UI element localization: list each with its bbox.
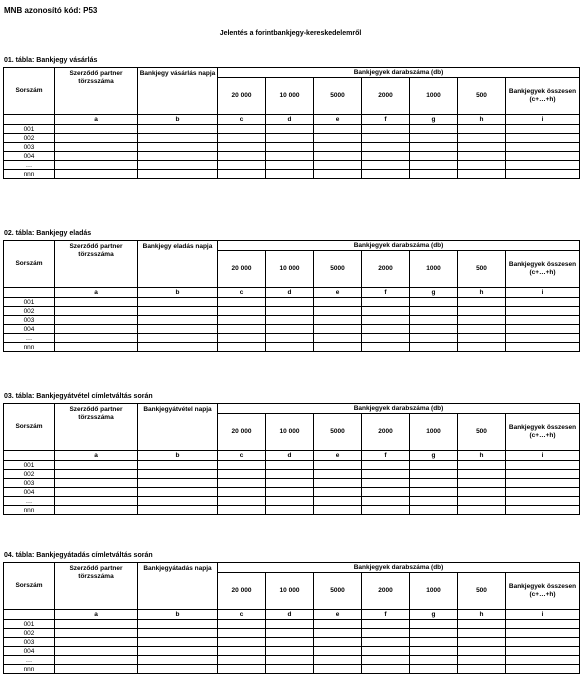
col-letter: d bbox=[266, 451, 314, 461]
table-row bbox=[4, 638, 580, 647]
col-letter: c bbox=[218, 288, 266, 298]
table-row bbox=[4, 307, 580, 316]
table-row bbox=[4, 629, 580, 638]
col-letter: h bbox=[458, 451, 506, 461]
header-partner: Szerződő partner törzsszáma bbox=[55, 68, 138, 115]
header-group: Bankjegyek darabszáma (db) bbox=[218, 563, 580, 573]
table-row bbox=[4, 298, 580, 307]
header-denom-1000: 1000 bbox=[410, 414, 458, 451]
row-number: 001 bbox=[4, 298, 55, 307]
header-denom-20000: 20 000 bbox=[218, 573, 266, 610]
row-number: nnn bbox=[4, 170, 55, 179]
header-denom-20000: 20 000 bbox=[218, 414, 266, 451]
col-letter: g bbox=[410, 451, 458, 461]
header-denom-2000: 2000 bbox=[362, 251, 410, 288]
col-letter: a bbox=[55, 115, 138, 125]
table-1 bbox=[3, 67, 580, 179]
col-letter: e bbox=[314, 451, 362, 461]
table-row bbox=[4, 343, 580, 352]
row-number: 001 bbox=[4, 620, 55, 629]
header-total: Bankjegyek összesen (c+…+h) bbox=[506, 573, 580, 610]
col-letter: d bbox=[266, 288, 314, 298]
row-number: nnn bbox=[4, 665, 55, 674]
table-row bbox=[4, 134, 580, 143]
col-letter: g bbox=[410, 288, 458, 298]
table-4-title: 04. tábla: Bankjegyátadás címletváltás során bbox=[4, 552, 153, 559]
row-number: … bbox=[4, 161, 55, 170]
header-denom-2000: 2000 bbox=[362, 78, 410, 115]
row-number: 002 bbox=[4, 307, 55, 316]
header-sorszam: Sorszám bbox=[4, 563, 55, 610]
col-letter: i bbox=[506, 115, 580, 125]
header-date: Bankjegy eladás napja bbox=[138, 241, 218, 288]
col-letter: c bbox=[218, 610, 266, 620]
mnb-code: MNB azonosító kód: P53 bbox=[4, 6, 98, 15]
header-denom-5000: 5000 bbox=[314, 573, 362, 610]
header-denom-5000: 5000 bbox=[314, 251, 362, 288]
header-sorszam: Sorszám bbox=[4, 404, 55, 451]
row-number: … bbox=[4, 334, 55, 343]
col-letter: b bbox=[138, 610, 218, 620]
row-number: 004 bbox=[4, 152, 55, 161]
table-3-title: 03. tábla: Bankjegyátvétel címletváltás során bbox=[4, 393, 153, 400]
header-denom-2000: 2000 bbox=[362, 573, 410, 610]
table-row bbox=[4, 461, 580, 470]
header-denom-500: 500 bbox=[458, 78, 506, 115]
table-row bbox=[4, 470, 580, 479]
table-row bbox=[4, 334, 580, 343]
row-number: 002 bbox=[4, 134, 55, 143]
col-letter: i bbox=[506, 610, 580, 620]
header-denom-500: 500 bbox=[458, 414, 506, 451]
row-number: 002 bbox=[4, 629, 55, 638]
table-2-title: 02. tábla: Bankjegy eladás bbox=[4, 230, 92, 237]
header-partner: Szerződő partner törzsszáma bbox=[55, 241, 138, 288]
row-number: 001 bbox=[4, 461, 55, 470]
col-letter: d bbox=[266, 610, 314, 620]
header-denom-500: 500 bbox=[458, 573, 506, 610]
header-denom-5000: 5000 bbox=[314, 78, 362, 115]
col-letter: f bbox=[362, 115, 410, 125]
table-row bbox=[4, 620, 580, 629]
col-letter: f bbox=[362, 288, 410, 298]
header-denom-10000: 10 000 bbox=[266, 573, 314, 610]
header-denom-20000: 20 000 bbox=[218, 78, 266, 115]
row-number: 004 bbox=[4, 488, 55, 497]
col-letter: a bbox=[55, 610, 138, 620]
col-letter: h bbox=[458, 115, 506, 125]
table-row bbox=[4, 143, 580, 152]
row-number: 003 bbox=[4, 143, 55, 152]
col-letter: g bbox=[410, 115, 458, 125]
header-group: Bankjegyek darabszáma (db) bbox=[218, 241, 580, 251]
table-row bbox=[4, 125, 580, 134]
row-number: nnn bbox=[4, 506, 55, 515]
header-denom-1000: 1000 bbox=[410, 251, 458, 288]
row-number: 004 bbox=[4, 647, 55, 656]
header-denom-10000: 10 000 bbox=[266, 78, 314, 115]
table-row bbox=[4, 488, 580, 497]
table-row bbox=[4, 152, 580, 161]
table-row bbox=[4, 479, 580, 488]
header-denom-2000: 2000 bbox=[362, 414, 410, 451]
col-letter: a bbox=[55, 451, 138, 461]
header-denom-1000: 1000 bbox=[410, 78, 458, 115]
col-letter: b bbox=[138, 451, 218, 461]
col-letter: b bbox=[138, 115, 218, 125]
header-denom-500: 500 bbox=[458, 251, 506, 288]
col-letter: h bbox=[458, 610, 506, 620]
header-total: Bankjegyek összesen (c+…+h) bbox=[506, 251, 580, 288]
row-number: … bbox=[4, 656, 55, 665]
table-row bbox=[4, 647, 580, 656]
col-letter: e bbox=[314, 610, 362, 620]
header-partner: Szerződő partner törzsszáma bbox=[55, 563, 138, 610]
row-number: … bbox=[4, 497, 55, 506]
table-row bbox=[4, 325, 580, 334]
table-row bbox=[4, 161, 580, 170]
row-number: 003 bbox=[4, 638, 55, 647]
header-group: Bankjegyek darabszáma (db) bbox=[218, 68, 580, 78]
row-number: 002 bbox=[4, 470, 55, 479]
col-letter: f bbox=[362, 451, 410, 461]
col-letter: h bbox=[458, 288, 506, 298]
table-row bbox=[4, 170, 580, 179]
col-letter: e bbox=[314, 115, 362, 125]
col-letter: e bbox=[314, 288, 362, 298]
row-number: 004 bbox=[4, 325, 55, 334]
col-letter: f bbox=[362, 610, 410, 620]
table-3 bbox=[3, 403, 580, 515]
row-number: 001 bbox=[4, 125, 55, 134]
col-letter: i bbox=[506, 451, 580, 461]
table-row bbox=[4, 506, 580, 515]
table-row bbox=[4, 316, 580, 325]
header-date: Bankjegy vásárlás napja bbox=[138, 68, 218, 115]
header-denom-1000: 1000 bbox=[410, 573, 458, 610]
header-total: Bankjegyek összesen (c+…+h) bbox=[506, 414, 580, 451]
col-letter: a bbox=[55, 288, 138, 298]
report-title: Jelentés a forintbankjegy-kereskedelemről bbox=[219, 30, 362, 37]
header-partner: Szerződő partner törzsszáma bbox=[55, 404, 138, 451]
header-denom-20000: 20 000 bbox=[218, 251, 266, 288]
row-number: 003 bbox=[4, 316, 55, 325]
header-total: Bankjegyek összesen (c+…+h) bbox=[506, 78, 580, 115]
table-row bbox=[4, 497, 580, 506]
col-letter: d bbox=[266, 115, 314, 125]
col-letter: c bbox=[218, 115, 266, 125]
header-group: Bankjegyek darabszáma (db) bbox=[218, 404, 580, 414]
header-denom-10000: 10 000 bbox=[266, 414, 314, 451]
table-1-title: 01. tábla: Bankjegy vásárlás bbox=[4, 57, 98, 64]
row-number: 003 bbox=[4, 479, 55, 488]
table-4 bbox=[3, 562, 580, 674]
col-letter: c bbox=[218, 451, 266, 461]
table-row bbox=[4, 665, 580, 674]
col-letter: b bbox=[138, 288, 218, 298]
col-letter: g bbox=[410, 610, 458, 620]
row-number: nnn bbox=[4, 343, 55, 352]
header-date: Bankjegyátvétel napja bbox=[138, 404, 218, 451]
header-sorszam: Sorszám bbox=[4, 68, 55, 115]
header-denom-5000: 5000 bbox=[314, 414, 362, 451]
header-date: Bankjegyátadás napja bbox=[138, 563, 218, 610]
col-letter: i bbox=[506, 288, 580, 298]
table-row bbox=[4, 656, 580, 665]
header-denom-10000: 10 000 bbox=[266, 251, 314, 288]
table-2 bbox=[3, 240, 580, 352]
header-sorszam: Sorszám bbox=[4, 241, 55, 288]
